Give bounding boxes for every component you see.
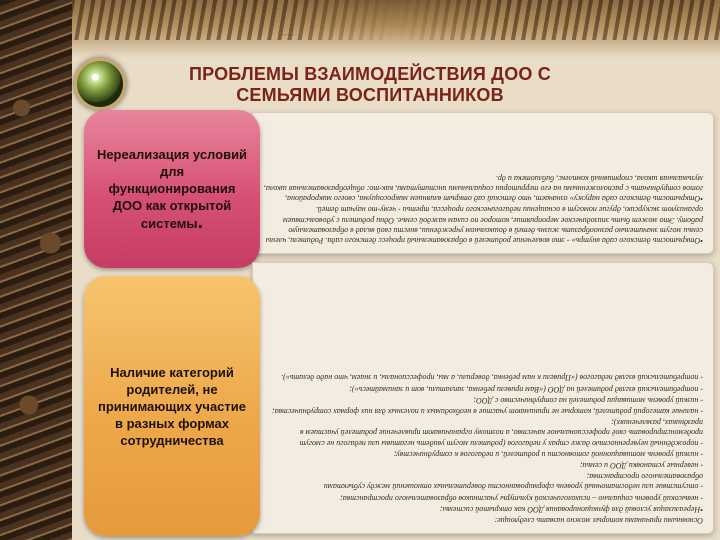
title-line-1: ПРОБЛЕМЫ ВЗАИМОДЕЙСТВИЯ ДОО С bbox=[189, 64, 551, 84]
panel-paragraph: - низкий уровень мотивационной готовности и родителей, и педагогов к сотрудничеству; bbox=[393, 449, 703, 459]
panel-paragraph: - потребительский взгляд педагогов («Привели к нам ребенка, доверили, а мы, профессионалы, и знаем, что надо делать»). bbox=[281, 373, 703, 383]
panel-paragraph: - отсутствие или недостаточный уровень сформированности доверительных отношений между субъектами образовательного пространства; bbox=[323, 472, 703, 492]
label-text: Наличие категорий родителей, не принимающих участие в разных формах сотрудничества bbox=[97, 364, 247, 448]
label-text: Нереализация условий для функционирования ДОО как открытой системы bbox=[96, 147, 248, 231]
panel-paragraph: - наличие категорий родителей, которые не принимают участие в необходимых и полезных для них формах сотрудничества; bbox=[271, 406, 703, 416]
gem-ornament-icon bbox=[74, 58, 126, 110]
slide-title bbox=[140, 64, 600, 106]
panel-text-rotated bbox=[263, 271, 703, 525]
panel-paragraph: •Открытость детского сада наружу» означает, что детский сад открыт влиянием микросоциума, своего микрорайона, готов сотрудничать с расположенными на его территории социальными институтами, как-то: общеобразовательная школа, музыкальная школа, спортивный комплекс, библиотека и др. bbox=[263, 173, 703, 204]
label-period: . bbox=[197, 211, 204, 233]
panel-paragraph: - потребительский взгляд родителей на ДОО («Вам привели ребенка, заплатили, вот и занимайтесь»); bbox=[349, 384, 703, 394]
panel-paragraph: •Открытость детского сада внутрь» - это вовлечение родителей в образовательный процесс детского сада. Родители, члены семьи могут значительно разнообразить жизнь детей в дошкольном учреждении, внести свой вклад в образовательную работу. Это может быть эпизодическое мероприятие, которое по силам каждой семье. Одни родители с удовольствием организуют экскурсию, другие помогут в оснащении педагогического процесса, третьи - чему-то научат детей. bbox=[265, 205, 703, 245]
panel-paragraph: - низкий уровень мотивации родителей на сотрудничество с ДОО; bbox=[473, 395, 703, 405]
ornamental-frame-left bbox=[0, 0, 72, 540]
panel-paragraph: - неверные установки ДОО и семьи; bbox=[579, 460, 703, 470]
ornamental-frame-top bbox=[0, 0, 720, 58]
text-panel-parent-categories bbox=[252, 262, 714, 534]
label-box-open-system bbox=[84, 110, 260, 268]
panel-paragraph: •Нереализация условий для функционирования ДОО как открытой системы; bbox=[439, 504, 703, 514]
panel-text-rotated bbox=[263, 121, 703, 245]
panel-paragraph: Основными причинами которых можно назвать следующие: bbox=[494, 516, 703, 525]
label-box-parent-categories bbox=[84, 276, 260, 536]
panel-paragraph: - порождённый неуверенностью даже страх у педагогов (родители могут увидеть негативы или педагоги не смогут продемонстрировать своё профессиональное качество, а поэтому ограничивают привлечение родителей участием в праздниках, развлечениях); bbox=[299, 418, 703, 448]
text-panel-open-system bbox=[252, 112, 714, 254]
panel-paragraph: - невысокий уровень социально – психологической культуры участников образовательного пространства; bbox=[340, 493, 703, 503]
title-line-2: СЕМЬЯМИ ВОСПИТАННИКОВ bbox=[236, 85, 504, 105]
